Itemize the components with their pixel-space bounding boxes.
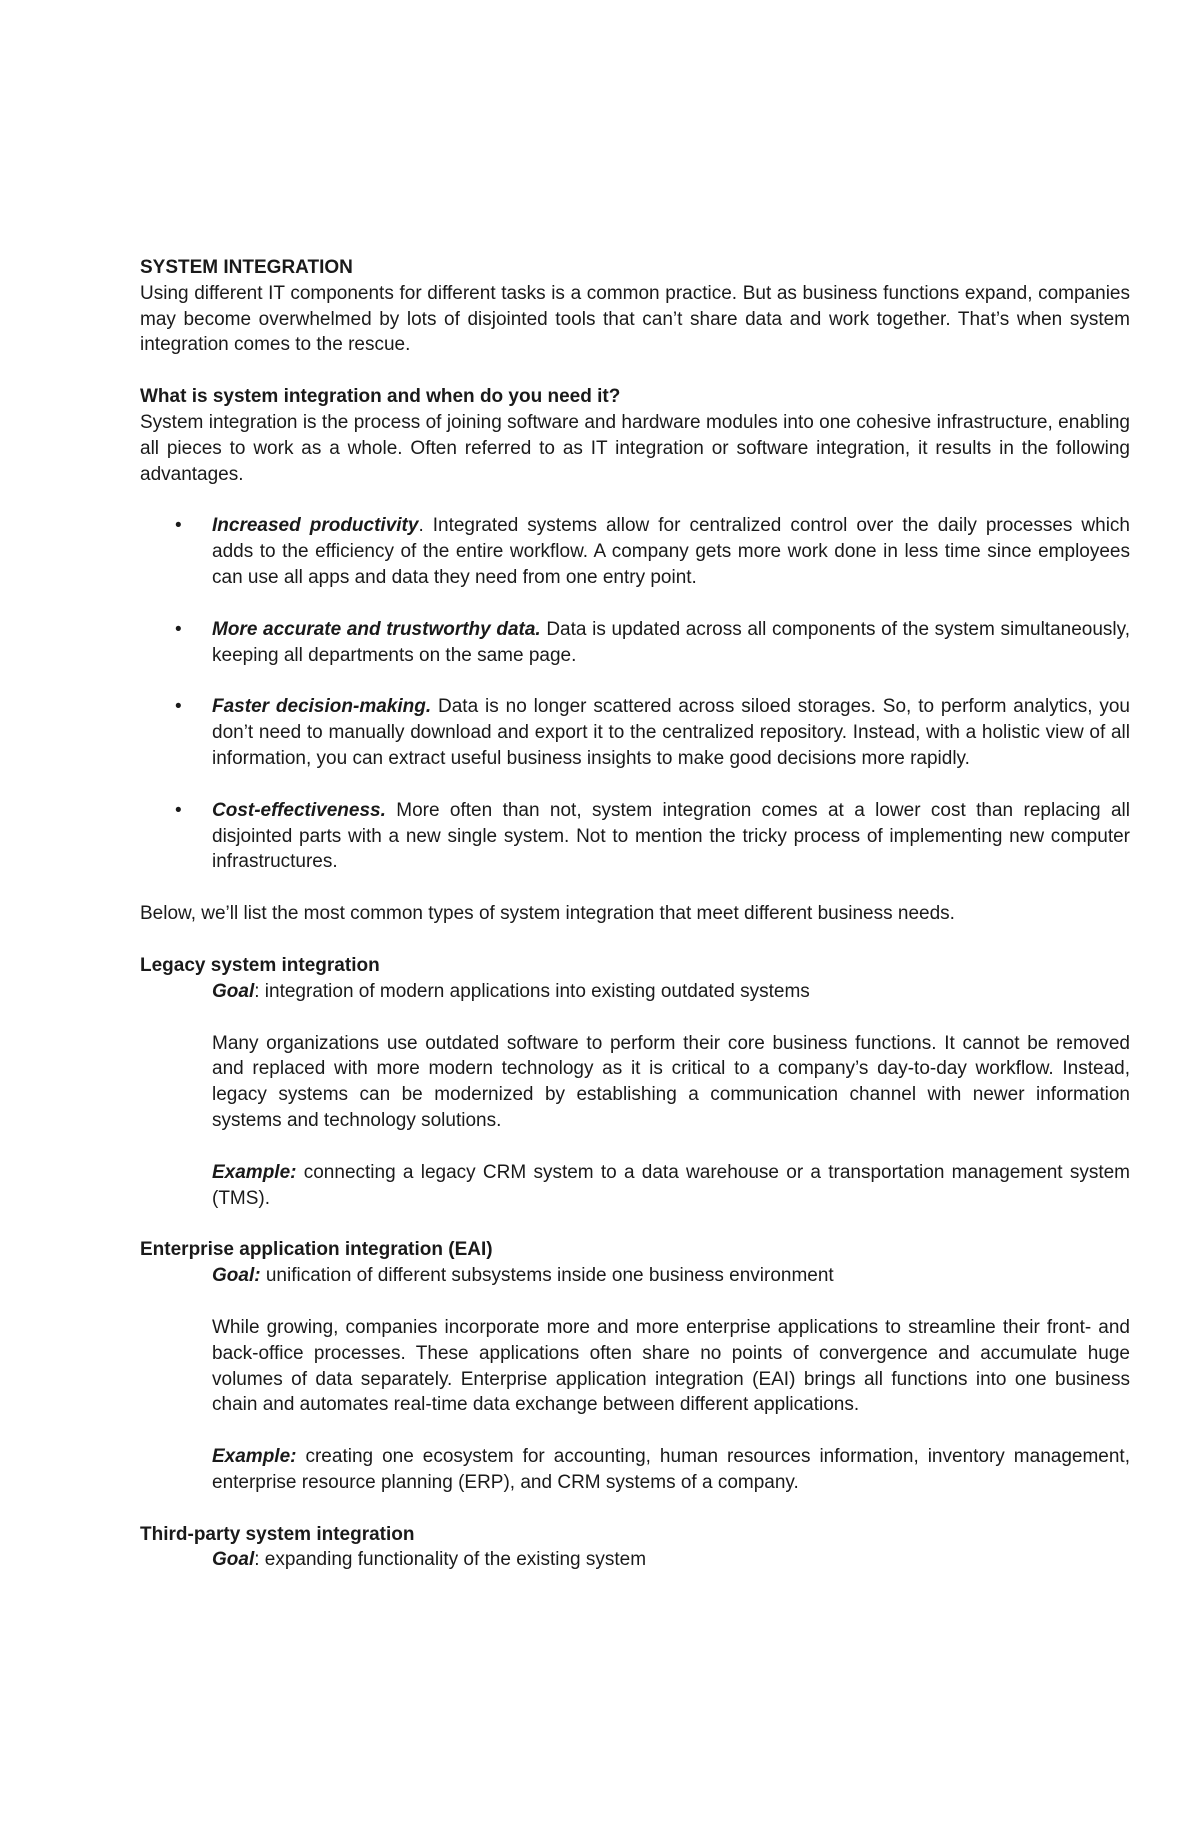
- types-intro: Below, we’ll list the most common types of system integration that meet different business needs.: [140, 903, 955, 925]
- advantage-lead: Increased productivity: [212, 515, 419, 537]
- example-label: Example:: [212, 1446, 297, 1468]
- eai-goal: [140, 1263, 1130, 1289]
- third-party-heading: Third-party system integration: [140, 1523, 415, 1545]
- list-item: [140, 617, 1130, 669]
- advantage-text: . Integrated systems allow for centralized control over the daily processes which adds to the efficiency of the entire workflow. A company gets more work done in less time since employees can use all apps and data they need from one entry point.: [212, 515, 1130, 588]
- goal-text: : expanding functionality of the existing system: [254, 1549, 647, 1571]
- eai-body: While growing, companies incorporate more and more enterprise applications to streamline their front- and back-office processes. These applications often share no points of convergence and accumulate huge volumes of data separately. Enterprise application integration (EAI) brings all functions into one business chain and automates real-time data exchange between different applications.: [212, 1316, 1130, 1416]
- intro-paragraph: Using different IT components for different tasks is a common practice. But as business functions expand, companies may become overwhelmed by lots of disjointed tools that can’t share data and work together. That’s when system integration comes to the rescue.: [140, 282, 1130, 356]
- goal-label: Goal: [212, 1549, 255, 1571]
- list-item: [140, 798, 1130, 875]
- advantage-lead: More accurate and trustworthy data.: [212, 618, 541, 640]
- advantage-text: Data is updated across all components of the system simultaneously, keeping all departments on the same page.: [212, 618, 1130, 666]
- definition-paragraph: System integration is the process of joining software and hardware modules into one cohesive infrastructure, enabling all pieces to work as a whole. Often referred to as IT integration or software integration, it results in the following advantages.: [140, 411, 1130, 485]
- list-item: [140, 694, 1130, 771]
- legacy-heading: Legacy system integration: [140, 954, 380, 976]
- bullet-icon: •: [175, 696, 182, 718]
- goal-label: Goal:: [212, 1265, 261, 1287]
- eai-heading: Enterprise application integration (EAI): [140, 1239, 493, 1261]
- legacy-body: Many organizations use outdated software to perform their core business functions. It cannot be removed and replaced with more modern technology as it is critical to a company’s day-to-day workflow. Instead, legacy systems can be modernized by establishing a communication channel with newer information systems and technology solutions.: [212, 1032, 1130, 1131]
- goal-text: : integration of modern applications into existing outdated systems: [254, 980, 810, 1002]
- document-title: SYSTEM INTEGRATION: [140, 257, 353, 278]
- advantage-lead: Cost-effectiveness.: [212, 799, 386, 821]
- example-text: creating one ecosystem for accounting, human resources information, inventory management, enterprise resource planning (ERP), and CRM systems of a company.: [212, 1446, 1130, 1493]
- list-item: [140, 513, 1130, 590]
- advantages-list: [140, 513, 1130, 875]
- document-page: [140, 255, 1130, 1573]
- goal-label: Goal: [212, 980, 255, 1002]
- question-heading: What is system integration and when do you need it?: [140, 386, 621, 408]
- legacy-goal: [140, 979, 1130, 1005]
- example-text: connecting a legacy CRM system to a data warehouse or a transportation management system (TMS).: [212, 1161, 1130, 1209]
- bullet-icon: •: [175, 515, 182, 537]
- legacy-example: [140, 1160, 1130, 1212]
- advantage-lead: Faster decision-making.: [212, 696, 432, 718]
- third-party-goal: [140, 1547, 1130, 1573]
- bullet-icon: •: [175, 618, 182, 640]
- eai-example: [140, 1444, 1130, 1496]
- advantage-text: More often than not, system integration comes at a lower cost than replacing all disjointed parts with a new single system. Not to mention the tricky process of implementing new computer infrastructures.: [212, 799, 1130, 873]
- goal-text: unification of different subsystems inside one business environment: [260, 1265, 834, 1287]
- bullet-icon: •: [175, 799, 182, 821]
- example-label: Example:: [212, 1161, 297, 1183]
- advantage-text: Data is no longer scattered across siloed storages. So, to perform analytics, you don’t need to manually download and export it to the centralized repository. Instead, with a holistic view of all information, you can extract useful business insights to make good decisions more rapidly.: [212, 696, 1131, 769]
